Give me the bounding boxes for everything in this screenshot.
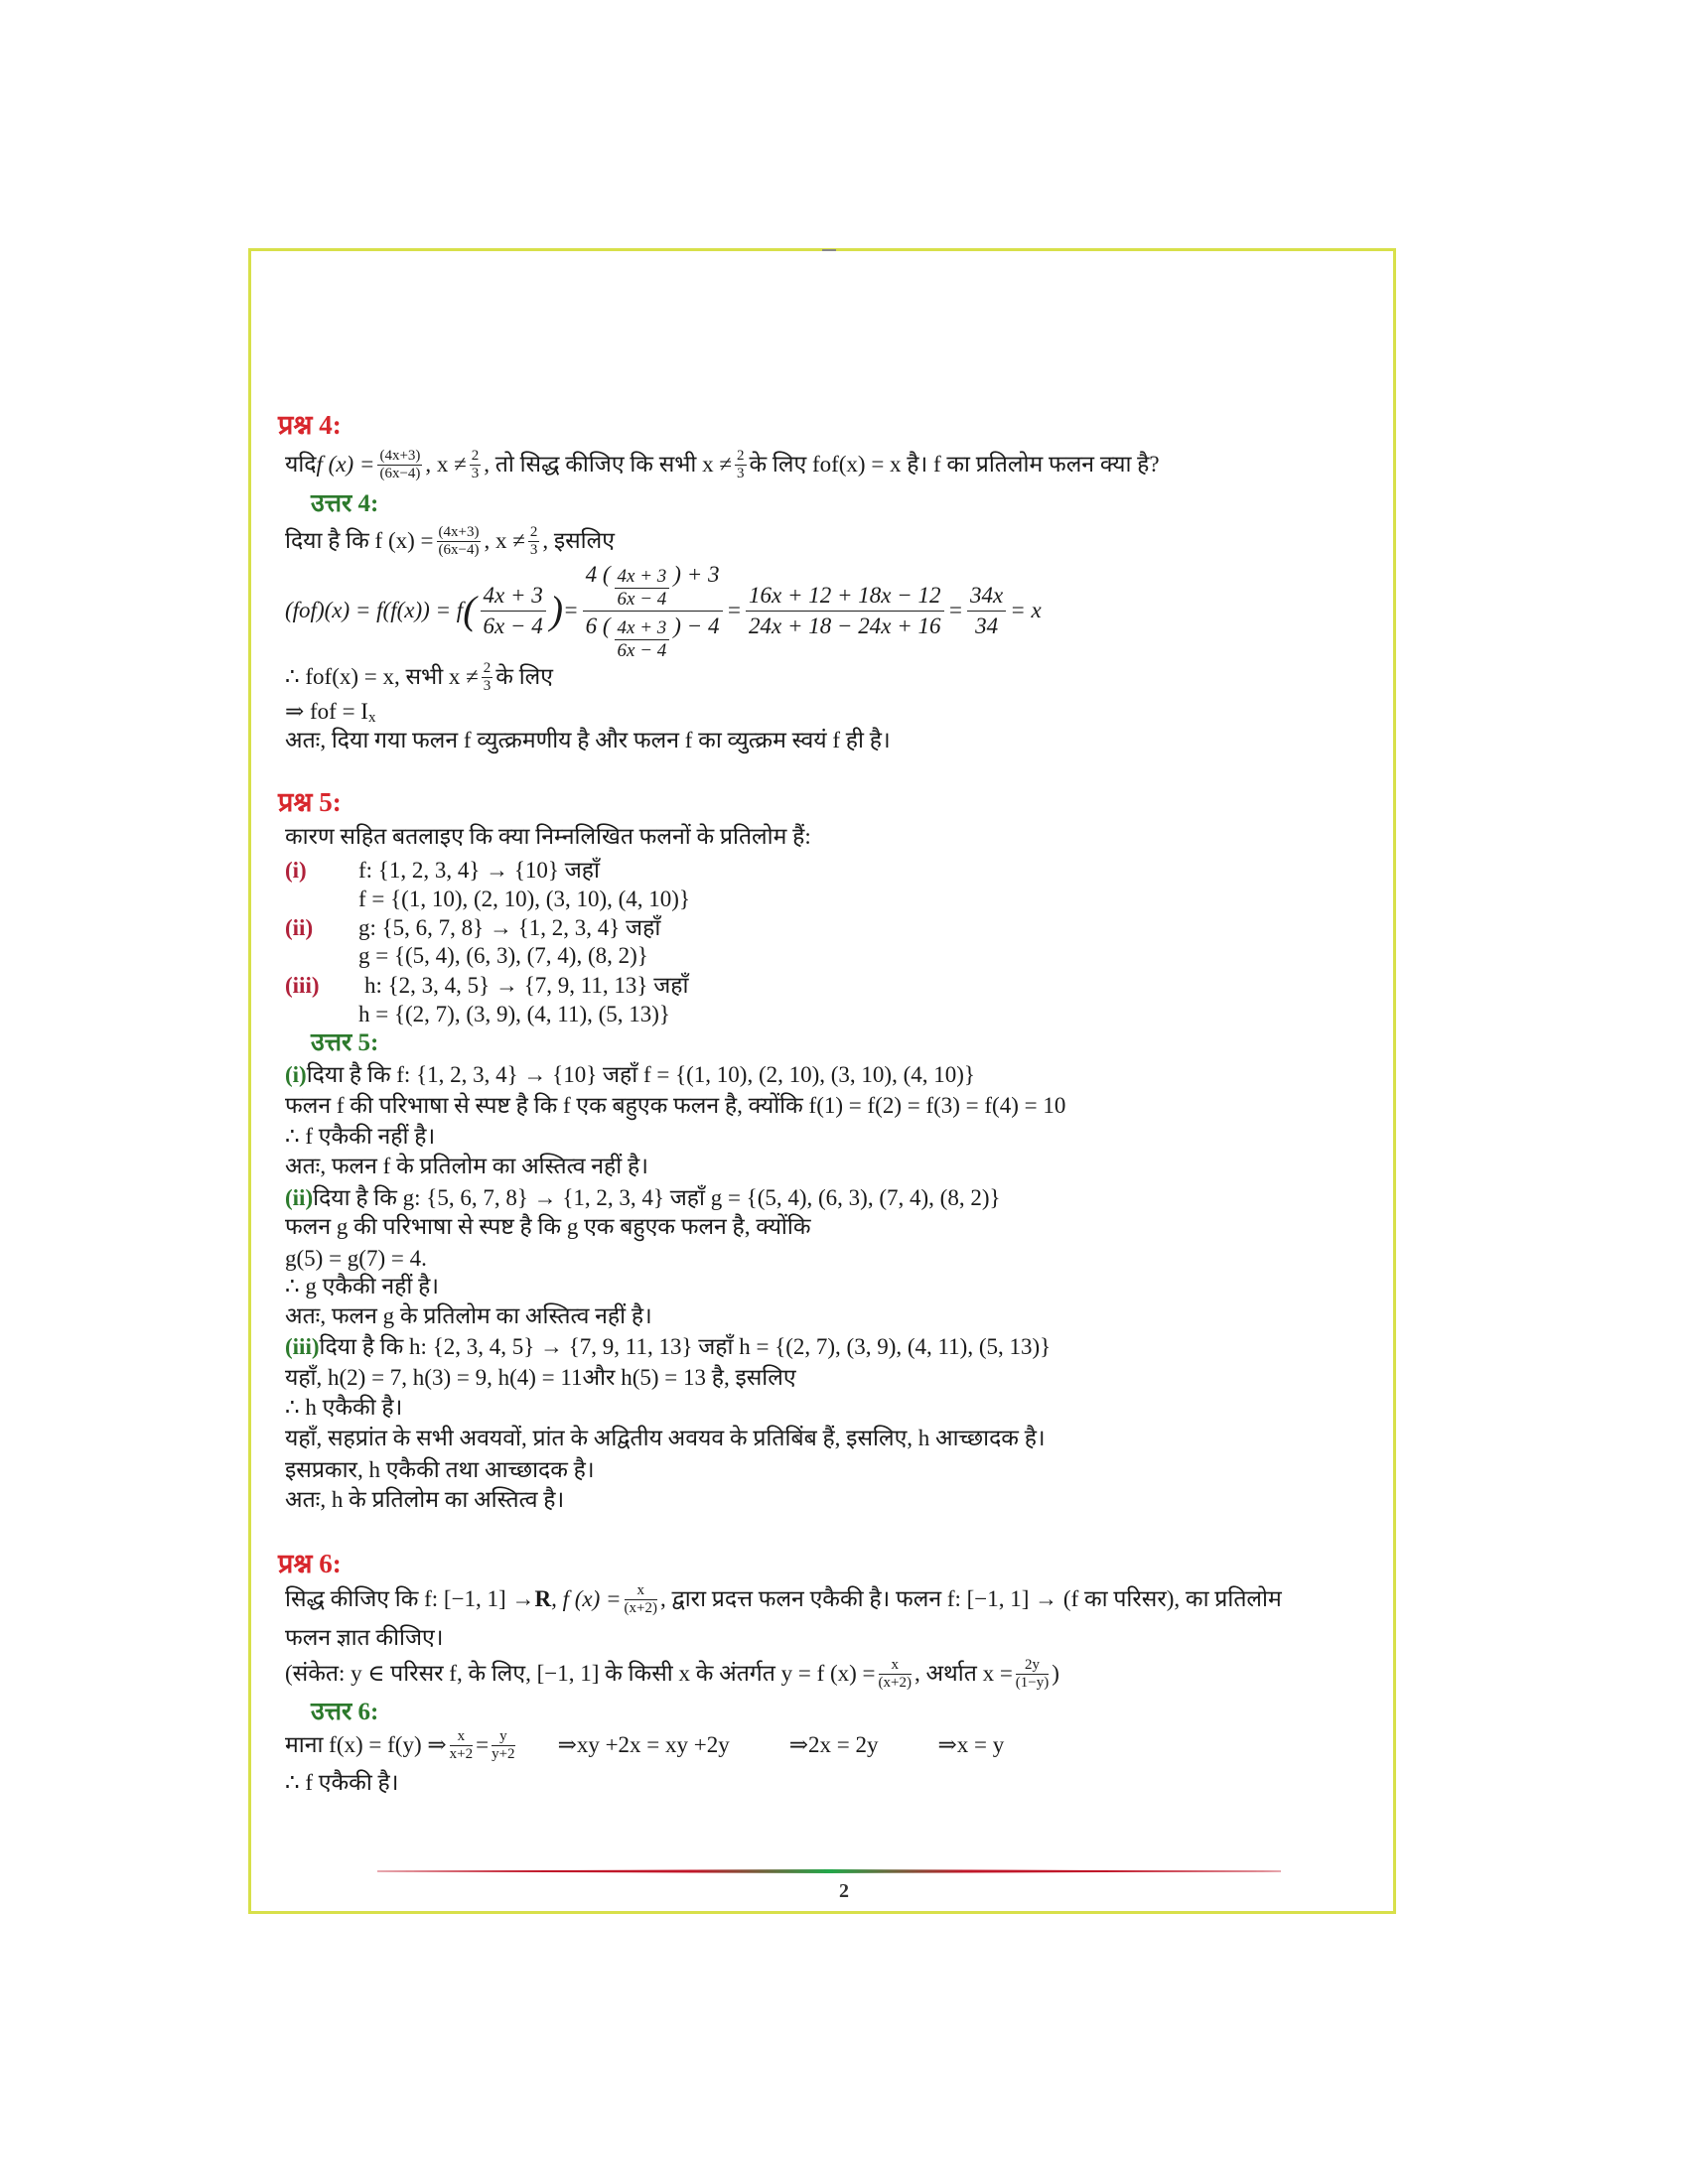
text: ⇒x = y: [937, 1732, 1005, 1757]
line-text: दिया है कि g: {5, 6, 7, 8} → {1, 2, 3, 4} जहाँ g = {(5, 4), (6, 3), (7, 4), (8, 2)}: [313, 1185, 1001, 1210]
text: 6: [585, 613, 598, 638]
fraction: [481, 581, 546, 641]
question-5-statement: कारण सहित बतलाइए कि क्या निम्नलिखित फलनों के प्रतिलोम हैं:: [285, 824, 811, 849]
text: , इसलिए: [542, 528, 615, 553]
fraction: [625, 1582, 657, 1617]
text: के लिए: [495, 664, 553, 689]
fraction: [615, 566, 670, 611]
denominator: (6x−4): [438, 541, 480, 558]
item-label: (iii): [285, 973, 320, 998]
denominator: (x+2): [878, 1674, 912, 1691]
numerator: x: [879, 1657, 912, 1675]
text: ⇒xy +2x = xy +2y: [557, 1732, 730, 1757]
line-text: ∴ f एकैकी नहीं है।: [285, 1124, 436, 1149]
denominator: 6x − 4: [617, 588, 667, 610]
text: , f (x) =: [551, 1586, 622, 1611]
text: , द्वारा प्रदत्त फलन एकैकी है। फलन f: [−1, 1] → (f का परिसर), का प्रतिलोम: [659, 1586, 1282, 1611]
line-text: g(5) = g(7) = 4.: [285, 1246, 427, 1271]
text: g: {5, 6, 7, 8} → {1, 2, 3, 4} जहाँ: [358, 915, 661, 940]
answer-4-heading: उत्तर 4:: [311, 490, 379, 517]
text: सिद्ध कीजिए कि f: [−1, 1] →: [285, 1586, 535, 1611]
numerator: 2: [529, 523, 538, 540]
answer-5-line: [285, 1209, 810, 1245]
text: माना f(x) = f(y) ⇒: [285, 1732, 447, 1757]
text: , x ≠: [484, 528, 525, 553]
numerator: (4x+3): [438, 523, 480, 540]
numerator: 4x + 3: [615, 566, 670, 589]
question-6-hint: [285, 1656, 1059, 1692]
subscript: x: [367, 710, 376, 726]
denominator: 6x − 4: [617, 639, 667, 661]
question-6-statement-line-2: फलन ज्ञात कीजिए।: [285, 1625, 444, 1650]
denominator: y+2: [492, 1745, 515, 1762]
answer-5-line: [285, 1482, 564, 1518]
text: R: [534, 1586, 552, 1611]
fraction: [492, 1728, 514, 1763]
numerator: 4x + 3: [481, 581, 546, 612]
fraction: [879, 1657, 912, 1692]
denominator: 6x − 4: [483, 613, 543, 638]
fraction: [437, 524, 482, 559]
numerator: 2: [471, 447, 480, 464]
answer-4-conclusion-3: अतः, दिया गया फलन f व्युत्क्रमणीय है और फलन f का व्युत्क्रम स्वयं f ही है।: [285, 728, 891, 752]
part-label: (ii): [285, 1185, 314, 1210]
line-text: फलन g की परिभाषा से स्पष्ट है कि g एक बहुएक फलन है, क्योंकि: [285, 1214, 811, 1239]
answer-4-given: [285, 523, 615, 559]
text: + 3: [686, 561, 720, 587]
fraction: [583, 560, 723, 662]
text: =: [563, 598, 579, 622]
fraction: [482, 660, 493, 695]
line-text: इसप्रकार, h एकैकी तथा आच्छादक है।: [285, 1457, 595, 1482]
text: =: [476, 1732, 490, 1757]
question-4-statement: [285, 447, 1160, 482]
text: (fof)(x) = f(f(x)) = f: [285, 598, 464, 622]
denominator: (1−y): [1015, 1674, 1050, 1691]
paren: (: [463, 588, 477, 632]
text: − 4: [686, 613, 720, 638]
numerator: (4x+3): [379, 447, 421, 464]
question-4-heading: प्रश्न 4:: [278, 410, 342, 440]
question-5-item-iii-set: h = {(2, 7), (3, 9), (4, 11), (5, 13)}: [358, 1002, 670, 1026]
line-text: ∴ g एकैकी नहीं है।: [285, 1274, 440, 1298]
text: =: [947, 598, 964, 622]
numerator: 4 ( $\frac{4x + 3}{6x - 4}$ ) + 3: [583, 560, 723, 612]
item-label: (ii): [285, 915, 314, 940]
question-5-item-ii-set: g = {(5, 4), (6, 3), (7, 4), (8, 2)}: [358, 943, 648, 968]
text: दिया है कि f (x) =: [285, 528, 434, 553]
text: (संकेत: y ∈ परिसर f, के लिए, [−1, 1] के किसी x के अंतर्गत y = f (x) =: [285, 1661, 876, 1686]
denominator: 3: [471, 465, 480, 481]
line-text: ∴ h एकैकी है।: [285, 1395, 403, 1420]
numerator: 34x: [967, 581, 1006, 612]
text: 4: [585, 561, 598, 587]
denominator: x+2: [449, 1745, 474, 1762]
text: , अर्थात x =: [914, 1661, 1013, 1686]
answer-6-conclusion: ∴ f एकैकी है।: [285, 1770, 399, 1795]
paren: ): [549, 588, 564, 632]
line-text: अतः, h के प्रतिलोम का अस्तित्व है।: [285, 1487, 565, 1512]
line-text: दिया है कि h: {2, 3, 4, 5} → {7, 9, 11, 13} जहाँ h = {(2, 7), (3, 9), (4, 11), (5, 13)}: [319, 1334, 1052, 1359]
part-label: (iii): [285, 1334, 320, 1359]
answer-5-heading: उत्तर 5:: [311, 1029, 379, 1056]
line-text: अतः, फलन f के प्रतिलोम का अस्तित्व नहीं है।: [285, 1154, 648, 1178]
text: ⇒ fof = I: [285, 699, 368, 724]
fraction: [746, 581, 943, 641]
denominator: 3: [529, 541, 538, 558]
fraction: [615, 617, 670, 662]
denominator: (x+2): [624, 1599, 657, 1616]
denominator: 3: [737, 465, 745, 481]
fraction: [470, 448, 482, 482]
line-text: फलन f की परिभाषा से स्पष्ट है कि f एक बहुएक फलन है, क्योंकि f(1) = f(2) = f(3) = f(4) = 10: [285, 1093, 1066, 1118]
text: = x: [1010, 598, 1042, 622]
question-5-heading: प्रश्न 5:: [278, 787, 342, 817]
page-number: 2: [839, 1880, 849, 1902]
text: ∴ fof(x) = x, सभी x ≠: [285, 664, 479, 689]
answer-4-conclusion-1: [285, 659, 553, 695]
numerator: 2y: [1016, 1657, 1049, 1675]
denominator: (6x−4): [379, 465, 421, 481]
item-label: (i): [285, 858, 307, 883]
answer-5-line: [285, 1421, 1046, 1456]
fraction: [377, 448, 422, 482]
numerator: x: [625, 1582, 657, 1600]
text: ⇒2x = 2y: [788, 1732, 879, 1757]
line-text: यहाँ, h(2) = 7, h(3) = 9, h(4) = 11और h(5) = 13 है, इसलिए: [285, 1365, 796, 1390]
fraction: [1016, 1657, 1049, 1692]
numerator: 2: [737, 447, 745, 464]
fraction: [450, 1728, 473, 1763]
text: , तो सिद्ध कीजिए कि सभी x ≠: [484, 452, 733, 477]
answer-5-line: [285, 1149, 648, 1184]
question-6-heading: प्रश्न 6:: [278, 1549, 342, 1578]
text: =: [726, 598, 743, 622]
question-6-statement: [285, 1581, 1282, 1617]
line-text: अतः, फलन g के प्रतिलोम का अस्तित्व नहीं है।: [285, 1303, 652, 1328]
numerator: 16x + 12 + 18x − 12: [746, 581, 943, 612]
text: के लिए fof(x) = x है। f का प्रतिलोम फलन क्या है?: [749, 452, 1160, 477]
numerator: 4x + 3: [615, 617, 670, 640]
line-text: यहाँ, सहप्रांत के सभी अवयवों, प्रांत के अद्वितीय अवयव के प्रतिबिंब हैं, इसलिए, h आच्छादक है।: [285, 1426, 1046, 1450]
fraction: [967, 581, 1006, 641]
numerator: 2: [483, 659, 492, 676]
numerator: y: [492, 1728, 514, 1746]
fraction: [735, 448, 747, 482]
denominator: 24x + 18 − 24x + 16: [749, 613, 941, 638]
text: h: {2, 3, 4, 5} → {7, 9, 11, 13} जहाँ: [364, 973, 689, 998]
denominator: 6 ( $\frac{4x + 3}{6x - 4}$ ) − 4: [585, 613, 720, 661]
answer-4-equation: [285, 561, 1042, 660]
numerator: x: [450, 1728, 473, 1746]
answer-6-step: [285, 1727, 1004, 1763]
line-text: दिया है कि f: {1, 2, 3, 4} → {10} जहाँ f = {(1, 10), (2, 10), (3, 10), (4, 10)}: [306, 1062, 975, 1087]
denominator: 3: [483, 677, 492, 694]
text: ): [1052, 1661, 1059, 1686]
text: यदि: [285, 452, 317, 477]
answer-6-heading: उत्तर 6:: [311, 1699, 379, 1725]
question-5-item-i-set: f = {(1, 10), (2, 10), (3, 10), (4, 10)}: [358, 887, 690, 911]
fraction: [528, 524, 540, 559]
top-mark: [822, 249, 836, 251]
text: , x ≠: [425, 452, 467, 477]
text: f: {1, 2, 3, 4} → {10} जहाँ: [358, 858, 600, 883]
denominator: 34: [975, 613, 999, 638]
text: f (x) =: [316, 452, 375, 477]
part-label: (i): [285, 1062, 307, 1087]
